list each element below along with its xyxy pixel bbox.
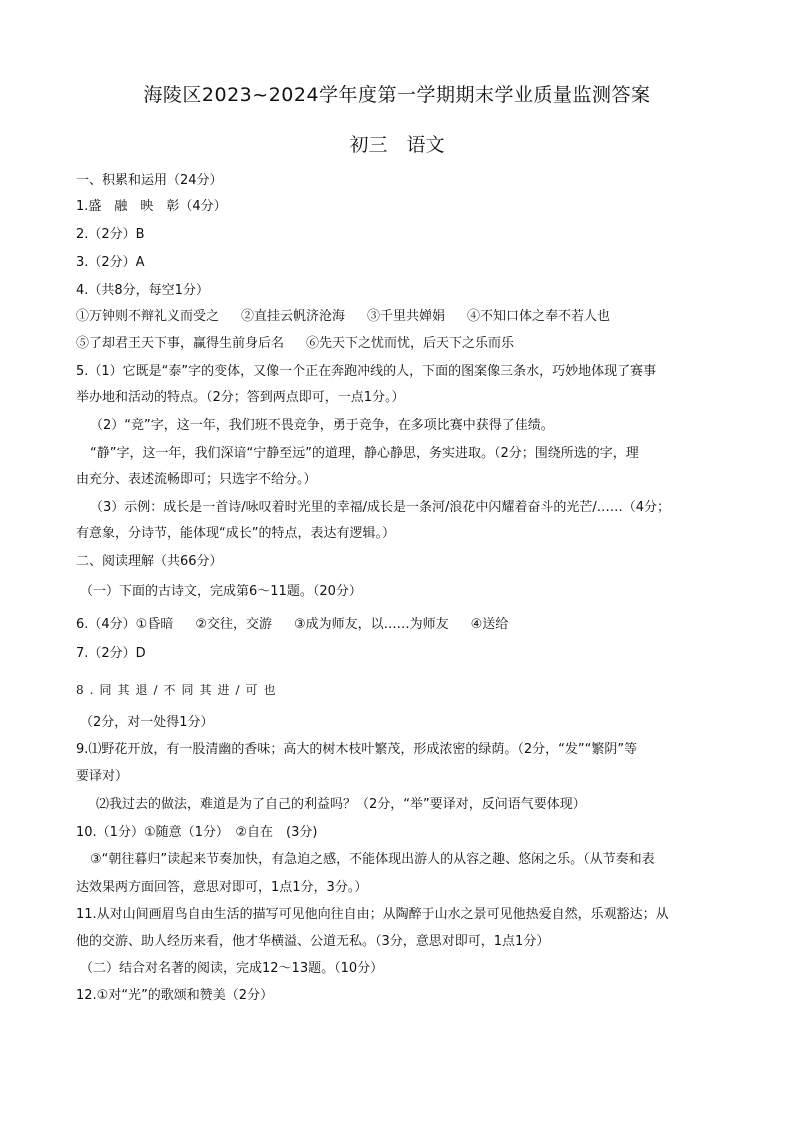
answer-line: 8.同其退/不同其进/可也 — [76, 683, 282, 697]
answer-line: 12.①对“光”的歌颂和赞美（2分） — [76, 988, 274, 1003]
answer-line: 9.⑴野花开放，有一股清幽的香味；高大的树木枝叶繁茂，形成浓密的绿荫。（2分，“发”“繁阴”等 — [76, 742, 638, 757]
answer-line: 5.（1）它既是“泰”字的变体，又像一个正在奔跑冲线的人，下面的图案像三条水，巧妙地体现了赛事 — [76, 364, 657, 379]
answer-line: ③“朝往暮归”读起来节奏加快，有急迫之感，不能体现出游人的从容之趣、悠闲之乐。（从节奏和表 — [90, 852, 655, 867]
answer-item: ⑤了却君王天下事，赢得生前身后名 — [76, 336, 285, 351]
answer-line — [76, 616, 726, 634]
answer-line: （2）“竞”字，这一年，我们班不畏竞争，勇于竞争，在多项比赛中获得了佳绩。 — [90, 418, 554, 433]
answer-line: 4.（共8分，每空1分） — [76, 283, 209, 298]
answer-item: ③千里共婵娟 — [367, 309, 446, 324]
answer-item: ④不知口体之奉不若人也 — [467, 309, 611, 324]
answer-line: ⑵我过去的做法，难道是为了自己的利益吗？（2分，“举”要译对，反问语气要体现） — [96, 797, 586, 812]
answer-line: 他的交游、助人经历来看，他才华横溢、公道无私。（3分，意思对即可，1点1分） — [76, 934, 550, 949]
answer-line: 要译对） — [76, 769, 129, 784]
answer-line: 11.从对山间画眉鸟自由生活的描写可见他向往自由；从陶醉于山水之景可见他热爱自然，乐观豁达；从 — [76, 907, 669, 922]
document-title: 海陵区2023~2024学年度第一学期期末学业质量监测答案 — [143, 84, 651, 106]
answer-item: ③成为师友，以……为师友 — [294, 617, 449, 632]
answer-item: ②直挂云帆济沧海 — [241, 309, 346, 324]
answer-line: 达效果两方面回答，意思对即可，1点1分，3分。） — [76, 880, 368, 895]
answer-line: （2分，对一处得1分） — [80, 715, 214, 730]
answer-item: ④送给 — [470, 617, 509, 632]
answer-line: 7.（2分）D — [76, 646, 146, 661]
answer-item: ②交往，交游 — [195, 617, 272, 632]
subsection-heading: （二）结合对名著的阅读，完成12～13题。（10分） — [80, 961, 384, 976]
answer-line — [76, 335, 726, 353]
section-heading: 二、阅读理解（共66分） — [76, 554, 223, 569]
subsection-heading: （一）下面的古诗文，完成第6～11题。（20分） — [80, 584, 362, 599]
answer-line — [76, 308, 726, 326]
document-subtitle: 初三 语文 — [349, 134, 445, 156]
answer-line: 有意象，分诗节，能体现“成长”的特点，表达有逻辑。） — [76, 526, 395, 541]
section-heading: 一、积累和运用（24分） — [76, 173, 223, 188]
answer-line: “静”字，这一年，我们深谙“宁静至远”的道理，静心静思，务实进取。（2分；围绕所选的字，理 — [90, 446, 639, 461]
answer-line: 举办地和活动的特点。（2分；答到两点即可，一点1分。） — [76, 390, 405, 405]
answer-line: 3.（2分）A — [76, 255, 145, 270]
answer-item: ⑥先天下之忧而忧，后天下之乐而乐 — [306, 336, 515, 351]
answer-line: （3）示例：成长是一首诗/咏叹着时光里的幸福/成长是一条河/浪花中闪耀着奋斗的光芒/……（4分； — [90, 500, 671, 515]
answer-item: 6.（4分）①昏暗 — [76, 617, 174, 632]
answer-item: ①万钟则不辩礼义而受之 — [76, 309, 220, 324]
answer-line: 由充分、表述流畅即可；只选字不给分。） — [76, 472, 317, 487]
answer-line: 10.（1分）①随意（1分） ②自在 (3分) — [76, 825, 318, 840]
answer-line: 2.（2分）B — [76, 227, 145, 242]
answer-line: 1.盛 融 映 彰（4分） — [76, 199, 227, 214]
